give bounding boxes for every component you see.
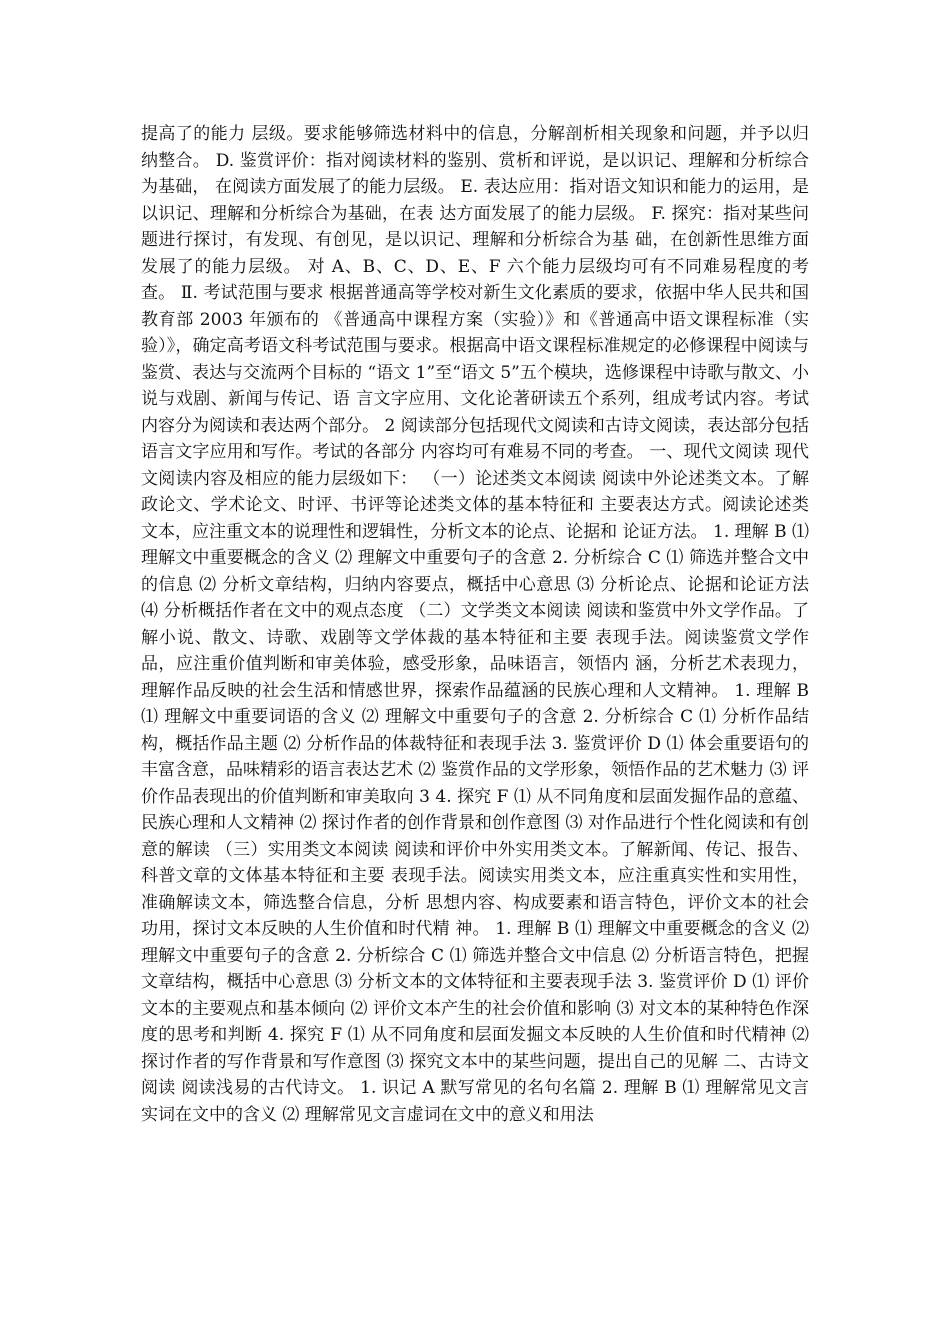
body-text: 提高了的能力 层级。要求能够筛选材料中的信息，分解剖析相关现象和问题，并予以归纳整合。 D. 鉴赏评价：指对阅读材料的鉴别、赏析和评说，是以识记、理解和分析综合为基础， 在阅读方面发展了的能力层级。 E. 表达应用：指对语文知识和能力的运用，是以识记、理解和分析综合为基础，在表 达方面发展了的能力层级。 F. 探究：指对某些问题进行探讨，有发现、有创见，是以识记、理解和分析综合为基 础，在创新性思维方面发展了的能力层级。 对 A、B、C、D、E、F 六个能力层级均可有不同难易程度的考查。 Ⅱ. 考试范围与要求 根据普通高等学校对新生文化素质的要求，依据中华人民共和国教育部 2003 年颁布的 《普通高中课程方案（实验）》和《普通高中语文课程标准（实验）》，确定高考语文科考试范围与要求。根据高中语文课程标准规定的必修课程中阅读与鉴赏、表达与交流两个目标的 “语文 1”至“语文 5”五个模块，选修课程中诗歌与散文、小说与戏剧、新闻与传记、语 言文字应用、文化论著研读五个系列，组成考试内容。考试内容分为阅读和表达两个部分。 2 阅读部分包括现代文阅读和古诗文阅读，表达部分包括语言文字应用和写作。考试的各部分 内容均可有难易不同的考查。 一、现代文阅读 现代文阅读内容及相应的能力层级如下： （一）论述类文本阅读 阅读中外论述类文本。了解政论文、学术论文、时评、书评等论述类文体的基本特征和 主要表达方式。阅读论述类文本，应注重文本的说理性和逻辑性，分析文本的论点、论据和 论证方法。 1. 理解 B ⑴ 理解文中重要概念的含义 ⑵ 理解文中重要句子的含意 2. 分析综合 C ⑴ 筛选并整合文中的信息 ⑵ 分析文章结构，归纳内容要点，概括中心意思 ⑶ 分析论点、论据和论证方法 ⑷ 分析概括作者在文中的观点态度 （二）文学类文本阅读 阅读和鉴赏中外文学作品。了解小说、散文、诗歌、戏剧等文学体裁的基本特征和主要 表现手法。阅读鉴赏文学作品，应注重价值判断和审美体验，感受形象，品味语言，领悟内 涵，分析艺术表现力，理解作品反映的社会生活和情感世界，探索作品蕴涵的民族心理和人文精神。 1. 理解 B ⑴ 理解文中重要词语的含义 ⑵ 理解文中重要句子的含意 2. 分析综合 C ⑴ 分析作品结构，概括作品主题 ⑵ 分析作品的体裁特征和表现手法 3. 鉴赏评价 D ⑴ 体会重要语句的丰富含意，品味精彩的语言表达艺术 ⑵ 鉴赏作品的文学形象，领悟作品的艺术魅力 ⑶ 评价作品表现出的价值判断和审美取向 3 4. 探究 F ⑴ 从不同角度和层面发掘作品的意蕴、民族心理和人文精神 ⑵ 探讨作者的创作背景和创作意图 ⑶ 对作品进行个性化阅读和有创意的解读 （三）实用类文本阅读 阅读和评价中外实用类文本。了解新闻、传记、报告、科普文章的文体基本特征和主要 表现手法。阅读实用类文本，应注重真实性和实用性，准确解读文本，筛选整合信息，分析 思想内容、构成要素和语言特色，评价文本的社会功用，探讨文本反映的人生价值和时代精 神。 1. 理解 B ⑴ 理解文中重要概念的含义 ⑵ 理解文中重要句子的含意 2. 分析综合 C ⑴ 筛选并整合文中信息 ⑵ 分析语言特色，把握文章结构，概括中心意思 ⑶ 分析文本的文体特征和主要表现手法 3. 鉴赏评价 D ⑴ 评价文本的主要观点和基本倾向 ⑵ 评价文本产生的社会价值和影响 ⑶ 对文本的某种特色作深度的思考和判断 4. 探究 F ⑴ 从不同角度和层面发掘文本反映的人生价值和时代精神 ⑵ 探讨作者的写作背景和写作意图 ⑶ 探究文本中的某些问题，提出自己的见解 二、古诗文阅读 阅读浅易的古代诗文。 1. 识记 A 默写常见的名句名篇 2. 理解 B ⑴ 理解常见文言实词在文中的含义 ⑵ 理解常见文言虚词在文中的意义和用法 — [141, 124, 809, 1125]
